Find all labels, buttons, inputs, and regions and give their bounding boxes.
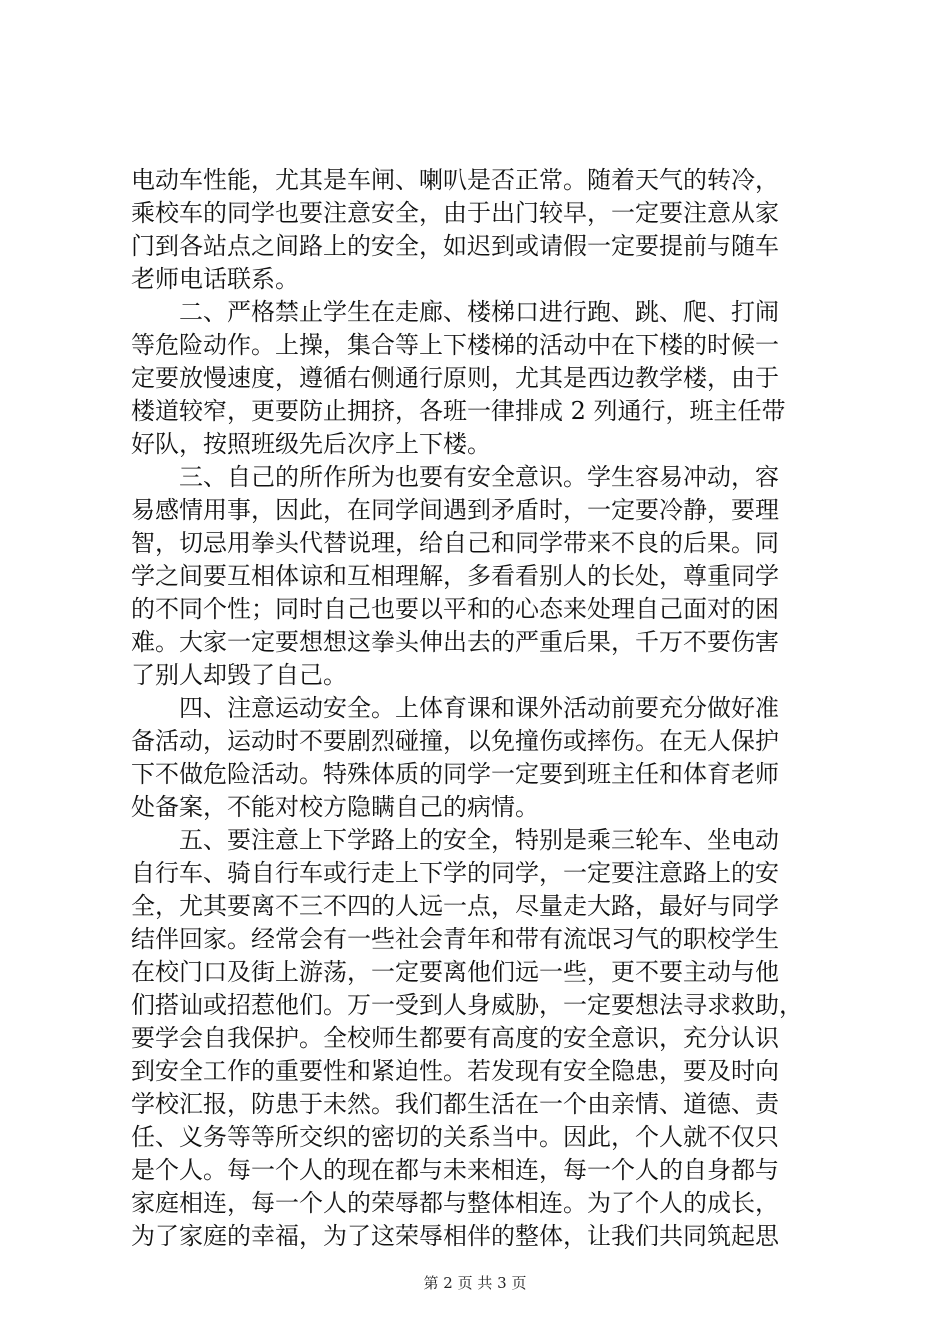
- text-line: 备活动，运动时不要剧烈碰撞，以免撞伤或摔伤。在无人保护: [131, 727, 779, 755]
- text-line: 电动车性能，尤其是车闸、喇叭是否正常。随着天气的转冷，: [131, 166, 779, 194]
- text-line: 好队，按照班级先后次序上下楼。: [131, 430, 491, 458]
- text-line: 五、要注意上下学路上的安全，特别是乘三轮车、坐电动: [131, 826, 779, 854]
- text-line: 二、严格禁止学生在走廊、楼梯口进行跑、跳、爬、打闹: [131, 298, 779, 326]
- text-line: 学校汇报，防患于未然。我们都生活在一个由亲情、道德、责: [131, 1090, 779, 1118]
- text-line: 难。大家一定要想想这拳头伸出去的严重后果，千万不要伤害: [131, 628, 779, 656]
- document-body: [131, 164, 831, 1253]
- text-line: 三、自己的所作所为也要有安全意识。学生容易冲动，容: [131, 463, 779, 491]
- text-line: 了别人却毁了自己。: [131, 661, 347, 689]
- text-line: 乘校车的同学也要注意安全，由于出门较早，一定要注意从家: [131, 199, 779, 227]
- text-line: 学之间要互相体谅和互相理解，多看看别人的长处，尊重同学: [131, 562, 779, 590]
- text-line: 老师电话联系。: [131, 265, 299, 293]
- text-line: 们搭讪或招惹他们。万一受到人身威胁，一定要想法寻求救助，: [131, 991, 803, 1019]
- text-line: 任、义务等等所交织的密切的关系当中。因此，个人就不仅只: [131, 1123, 779, 1151]
- text-line: 门到各站点之间路上的安全，如迟到或请假一定要提前与随车: [131, 232, 779, 260]
- text-line: 处备案，不能对校方隐瞒自己的病情。: [131, 793, 539, 821]
- text-line: 全，尤其要离不三不四的人远一点，尽量走大路，最好与同学: [131, 892, 779, 920]
- text-line: 结伴回家。经常会有一些社会青年和带有流氓习气的职校学生: [131, 925, 779, 953]
- text-line: 四、注意运动安全。上体育课和课外活动前要充分做好准: [131, 694, 779, 722]
- page-footer: 第 2 页 共 3 页: [423, 1274, 527, 1292]
- text-line: 的不同个性；同时自己也要以平和的心态来处理自己面对的困: [131, 595, 779, 623]
- text-line: 到安全工作的重要性和紧迫性。若发现有安全隐患，要及时向: [131, 1057, 779, 1085]
- text-line: 自行车、骑自行车或行走上下学的同学，一定要注意路上的安: [131, 859, 779, 887]
- text-line: 为了家庭的幸福，为了这荣辱相伴的整体，让我们共同筑起思: [131, 1222, 779, 1250]
- text-line: 等危险动作。上操，集合等上下楼梯的活动中在下楼的时候一: [131, 331, 779, 359]
- text-line: 家庭相连，每一个人的荣辱都与整体相连。为了个人的成长，: [131, 1189, 779, 1217]
- text-line: 定要放慢速度，遵循右侧通行原则，尤其是西边教学楼，由于: [131, 364, 779, 392]
- text-line: 在校门口及街上游荡，一定要离他们远一些，更不要主动与他: [131, 958, 779, 986]
- text-line: 楼道较窄，更要防止拥挤，各班一律排成 2 列通行，班主任带: [131, 397, 786, 425]
- text-line: 智，切忌用拳头代替说理，给自己和同学带来不良的后果。同: [131, 529, 779, 557]
- text-line: 易感情用事，因此，在同学间遇到矛盾时，一定要冷静，要理: [131, 496, 779, 524]
- text-line: 是个人。每一个人的现在都与未来相连，每一个人的自身都与: [131, 1156, 779, 1184]
- text-line: 下不做危险活动。特殊体质的同学一定要到班主任和体育老师: [131, 760, 779, 788]
- text-line: 要学会自我保护。全校师生都要有高度的安全意识，充分认识: [131, 1024, 779, 1052]
